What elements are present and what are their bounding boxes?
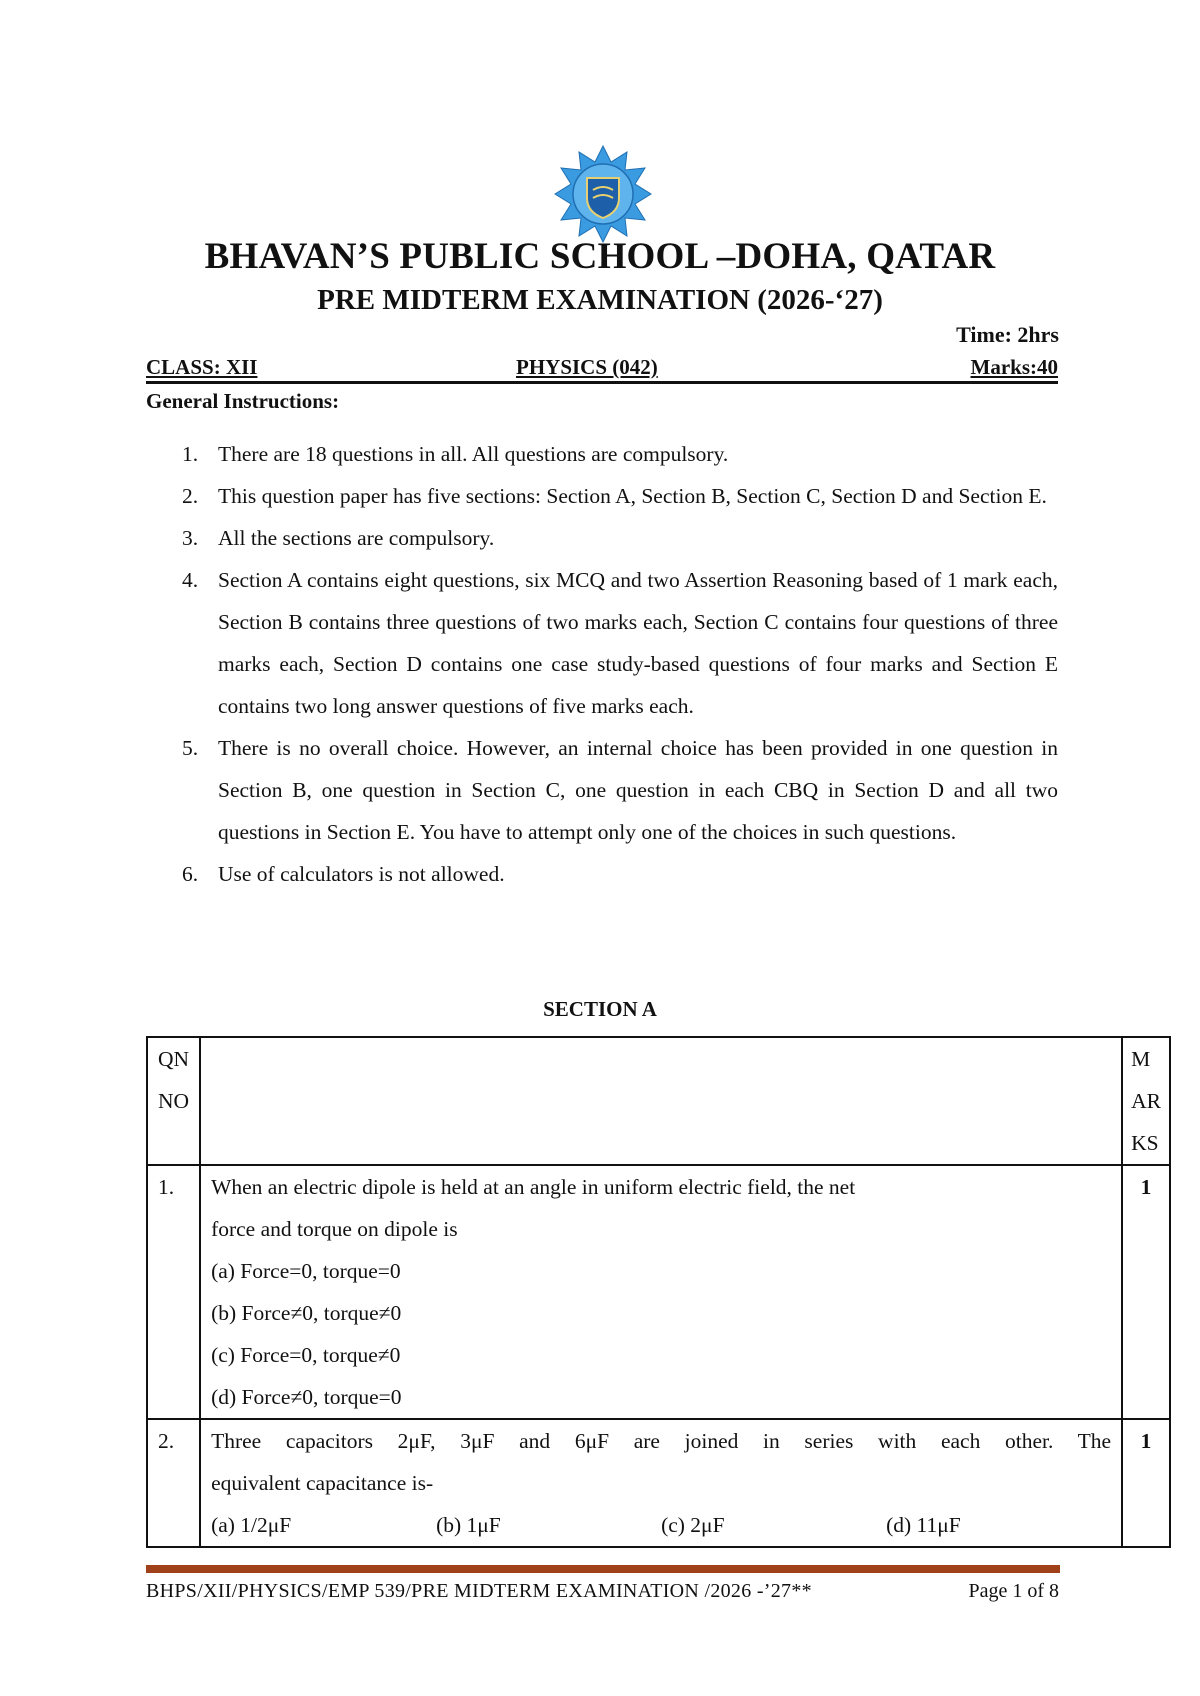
- subject-label: PHYSICS (042): [516, 355, 658, 379]
- option: (c) 2μF: [661, 1513, 725, 1537]
- qn-header-cell: [147, 1037, 200, 1165]
- instruction-text: There is no overall choice. However, an internal choice has been provided in one question in Section B, one question in Section C, one question in each CBQ in Section D and all two questions in Section E. You have to attempt only one of the choices in such questions.: [218, 736, 1058, 844]
- instruction-text: All the sections are compulsory.: [218, 526, 495, 550]
- instruction-number: 5.: [182, 736, 199, 760]
- question-stem: When an electric dipole is held at an angle in uniform electric field, the net: [211, 1175, 856, 1199]
- class-label: CLASS: XII: [146, 355, 258, 379]
- time-allowed: Time: 2hrs: [956, 322, 1059, 347]
- question-stem: force and torque on dipole is: [211, 1217, 458, 1241]
- school-name: BHAVAN’S PUBLIC SCHOOL –DOHA, QATAR: [204, 236, 996, 277]
- section-a-title: SECTION A: [543, 997, 657, 1021]
- question-marks: 1: [1122, 1419, 1170, 1547]
- instruction-item: [146, 853, 1058, 895]
- footer-divider: [146, 1565, 1060, 1573]
- options-row: [211, 1504, 1111, 1546]
- question-stem: Three capacitors 2μF, 3μF and 6μF are joined in series with each other. The: [211, 1429, 1112, 1453]
- marks-header-cell: [1122, 1037, 1170, 1165]
- instruction-number: 3.: [182, 526, 199, 550]
- qn-header-line: NO: [158, 1089, 190, 1113]
- instruction-text: Use of calculators is not allowed.: [218, 862, 505, 886]
- table-row: [147, 1165, 1170, 1419]
- questions-table: [146, 1036, 1171, 1548]
- instructions-title: General Instructions:: [146, 389, 340, 413]
- instruction-number: 2.: [182, 484, 199, 508]
- question-number: 2.: [147, 1419, 200, 1547]
- question-marks: 1: [1122, 1165, 1170, 1419]
- footer-code: BHPS/XII/PHYSICS/EMP 539/PRE MIDTERM EXAMINATION /2026 -’27**: [146, 1580, 812, 1602]
- instruction-item: [146, 475, 1058, 517]
- school-emblem-logo: [553, 144, 653, 244]
- class-subject-marks-row: [146, 355, 1058, 384]
- table-row: [147, 1419, 1170, 1547]
- instruction-item: [146, 517, 1058, 559]
- option: (c) Force=0, torque≠0: [211, 1343, 401, 1367]
- option: (a) Force=0, torque=0: [211, 1259, 401, 1283]
- exam-title: PRE MIDTERM EXAMINATION (2026-‘27): [317, 284, 883, 316]
- instruction-number: 6.: [182, 862, 199, 886]
- table-header-row: [147, 1037, 1170, 1165]
- instructions-list: [146, 433, 1058, 895]
- question-body: [200, 1165, 1122, 1419]
- instruction-item: [146, 559, 1058, 727]
- marks-label: Marks:40: [970, 355, 1058, 379]
- instruction-item: [146, 727, 1058, 853]
- page-number: Page 1 of 8: [968, 1580, 1059, 1602]
- question-header-cell: [200, 1037, 1122, 1165]
- question-stem: equivalent capacitance is-: [211, 1471, 434, 1495]
- option: (a) 1/2μF: [211, 1513, 292, 1537]
- instruction-number: 4.: [182, 568, 199, 592]
- qn-header-line: QN: [158, 1047, 190, 1071]
- option: (b) Force≠0, torque≠0: [211, 1301, 402, 1325]
- option: (b) 1μF: [436, 1513, 501, 1537]
- option: (d) 11μF: [886, 1513, 961, 1537]
- instruction-text: This question paper has five sections: Section A, Section B, Section C, Section D and Section E.: [218, 484, 1047, 508]
- question-number: 1.: [147, 1165, 200, 1419]
- instruction-text: Section A contains eight questions, six MCQ and two Assertion Reasoning based of 1 mark each, Section B contains three questions of two marks each, Section C contains four questions of three marks each, Section D contains one case study-based questions of four marks and Section E contains two long answer questions of five marks each.: [218, 568, 1058, 718]
- instruction-item: [146, 433, 1058, 475]
- question-body: [200, 1419, 1122, 1547]
- instruction-number: 1.: [182, 442, 199, 466]
- marks-header-line: KS: [1131, 1131, 1159, 1155]
- marks-header-line: M: [1131, 1047, 1151, 1071]
- instruction-text: There are 18 questions in all. All questions are compulsory.: [218, 442, 729, 466]
- marks-header-line: AR: [1131, 1089, 1161, 1113]
- option: (d) Force≠0, torque=0: [211, 1385, 402, 1409]
